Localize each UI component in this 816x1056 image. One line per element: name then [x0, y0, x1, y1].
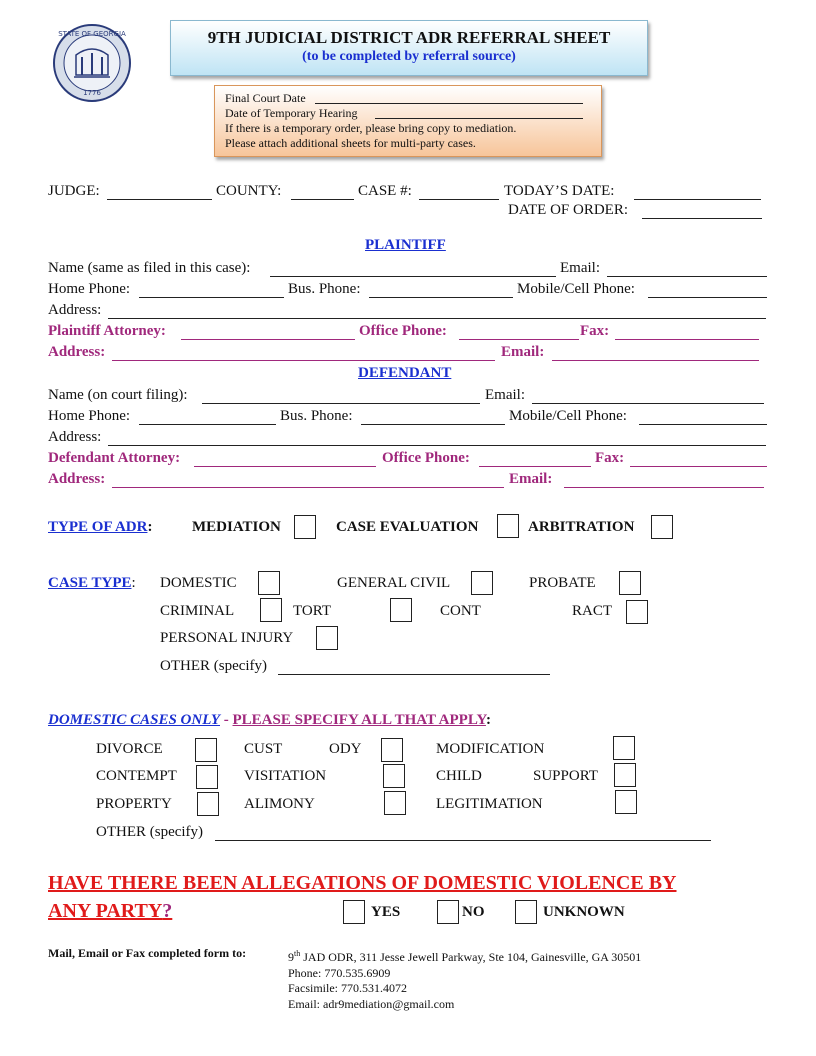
domestic-label: DOMESTIC [160, 575, 237, 591]
defendant-mobile-label: Mobile/Cell Phone: [509, 408, 627, 424]
final-court-date-label: Final Court Date [225, 91, 306, 105]
judge-field[interactable] [107, 199, 212, 200]
case-evaluation-label: CASE EVALUATION [336, 519, 479, 535]
case-type-label: CASE TYPE: [48, 575, 136, 591]
plaintiff-email-field[interactable] [607, 276, 767, 277]
plaintiff-attorney-address-field[interactable] [112, 360, 495, 361]
child-support-checkbox[interactable] [614, 763, 636, 787]
tort-label: TORT [293, 603, 331, 619]
plaintiff-attorney-address-label: Address: [48, 344, 106, 360]
defendant-home-phone-label: Home Phone: [48, 408, 131, 424]
defendant-home-phone-field[interactable] [139, 424, 276, 425]
violence-unknown-checkbox[interactable] [515, 900, 537, 924]
plaintiff-address-label: Address: [48, 302, 102, 318]
plaintiff-attorney-field[interactable] [181, 339, 355, 340]
criminal-checkbox[interactable] [260, 598, 282, 622]
office-facsimile: Facsimile: 770.531.4072 [288, 981, 407, 995]
plaintiff-mobile-label: Mobile/Cell Phone: [517, 281, 635, 297]
plaintiff-home-phone-field[interactable] [139, 297, 284, 298]
office-email[interactable]: Email: adr9mediation@gmail.com [288, 996, 455, 1011]
plaintiff-name-label: Name (same as filed in this case): [48, 260, 251, 276]
plaintiff-fax-field[interactable] [615, 339, 759, 340]
violence-question-line1: HAVE THERE BEEN ALLEGATIONS OF DOMESTIC VIOLENCE BY [48, 872, 677, 894]
notice-box [214, 85, 602, 157]
domestic-checkbox[interactable] [258, 571, 280, 595]
probate-checkbox[interactable] [619, 571, 641, 595]
violence-question-line2: ANY PARTY? [48, 900, 173, 922]
plaintiff-attorney-label: Plaintiff Attorney: [48, 323, 166, 339]
violence-no-label: NO [462, 904, 485, 920]
legitimation-label: LEGITIMATION [436, 796, 543, 812]
date-of-order-field[interactable] [642, 218, 762, 219]
plaintiff-email-label: Email: [560, 260, 600, 276]
contempt-checkbox[interactable] [196, 765, 218, 789]
multi-party-note: Please attach additional sheets for multi-party cases. [225, 136, 476, 150]
general-civil-label: GENERAL CIVIL [337, 575, 451, 591]
plaintiff-attorney-email-label: Email: [501, 344, 545, 360]
domestic-other-label: OTHER (specify) [96, 824, 204, 840]
plaintiff-office-phone-field[interactable] [459, 339, 579, 340]
defendant-mobile-field[interactable] [639, 424, 767, 425]
defendant-address-field[interactable] [108, 445, 766, 446]
office-phone: Phone: 770.535.6909 [288, 965, 391, 980]
plaintiff-fax-label: Fax: [580, 323, 610, 339]
divorce-checkbox[interactable] [195, 738, 217, 762]
plaintiff-mobile-field[interactable] [648, 297, 767, 298]
visitation-label: VISITATION [244, 768, 327, 784]
temp-order-note: If there is a temporary order, please bring copy to mediation. [225, 121, 517, 135]
georgia-state-seal [52, 23, 132, 103]
defendant-heading: DEFENDANT [358, 365, 452, 381]
contract-checkbox[interactable] [626, 600, 648, 624]
office-address: 9th JAD ODR, 311 Jesse Jewell Parkway, Ste 104, Gainesville, GA 30501 [288, 949, 642, 964]
probate-label: PROBATE [529, 575, 596, 591]
defendant-fax-field[interactable] [630, 466, 767, 467]
case-number-field[interactable] [419, 199, 499, 200]
form-title: 9TH JUDICIAL DISTRICT ADR REFERRAL SHEET [207, 28, 611, 47]
temp-hearing-field[interactable] [375, 118, 583, 119]
property-checkbox[interactable] [197, 792, 219, 816]
todays-date-field[interactable] [634, 199, 761, 200]
plaintiff-bus-phone-field[interactable] [369, 297, 513, 298]
contact-block [288, 946, 641, 1012]
ract-label: RACT [572, 603, 613, 619]
defendant-fax-label: Fax: [595, 450, 625, 466]
modification-label: MODIFICATION [436, 741, 545, 757]
mediation-label: MEDIATION [192, 519, 281, 535]
tort-checkbox[interactable] [390, 598, 412, 622]
defendant-attorney-address-label: Address: [48, 471, 106, 487]
defendant-bus-phone-field[interactable] [361, 424, 505, 425]
defendant-email-label: Email: [485, 387, 525, 403]
defendant-address-label: Address: [48, 429, 102, 445]
violence-yes-label: YES [371, 904, 401, 920]
violence-no-checkbox[interactable] [437, 900, 459, 924]
child-support-label-part1: CHILD [436, 768, 482, 784]
property-label: PROPERTY [96, 796, 172, 812]
arbitration-label: ARBITRATION [528, 519, 635, 535]
case-number-label: CASE #: [358, 183, 412, 199]
legitimation-checkbox[interactable] [615, 790, 637, 814]
defendant-attorney-field[interactable] [194, 466, 376, 467]
temp-hearing-label: Date of Temporary Hearing [225, 106, 358, 120]
defendant-attorney-email-field[interactable] [564, 487, 764, 488]
alimony-checkbox[interactable] [384, 791, 406, 815]
plaintiff-attorney-email-field[interactable] [552, 360, 759, 361]
criminal-label: CRIMINAL [160, 603, 235, 619]
violence-unknown-label: UNKNOWN [543, 904, 625, 920]
plaintiff-bus-phone-label: Bus. Phone: [288, 281, 361, 297]
plaintiff-home-phone-label: Home Phone: [48, 281, 131, 297]
defendant-email-field[interactable] [532, 403, 764, 404]
defendant-office-phone-field[interactable] [479, 466, 591, 467]
date-of-order-label: DATE OF ORDER: [508, 202, 629, 218]
contempt-label: CONTEMPT [96, 768, 177, 784]
mediation-checkbox[interactable] [294, 515, 316, 539]
divorce-label: DIVORCE [96, 741, 163, 757]
form-subtitle: (to be completed by referral source) [302, 49, 516, 64]
cont-label: CONT [440, 603, 481, 619]
custody-label-part1: CUST [244, 741, 283, 757]
case-type-other-field[interactable] [278, 674, 550, 675]
personal-injury-checkbox[interactable] [316, 626, 338, 650]
domestic-other-field[interactable] [215, 840, 711, 841]
defendant-bus-phone-label: Bus. Phone: [280, 408, 353, 424]
mail-instructions-label: Mail, Email or Fax completed form to: [48, 946, 247, 960]
judge-label: JUDGE: [48, 183, 100, 199]
plaintiff-office-phone-label: Office Phone: [359, 323, 447, 339]
plaintiff-heading: PLAINTIFF [365, 237, 446, 253]
custody-checkbox[interactable] [381, 738, 403, 762]
plaintiff-address-field[interactable] [108, 318, 766, 319]
svg-text:1776: 1776 [83, 89, 101, 97]
adr-type-label: TYPE OF ADR: [48, 519, 153, 535]
alimony-label: ALIMONY [244, 796, 315, 812]
case-evaluation-checkbox[interactable] [497, 514, 519, 538]
defendant-attorney-address-field[interactable] [112, 487, 504, 488]
defendant-name-label: Name (on court filing): [48, 387, 188, 403]
arbitration-checkbox[interactable] [651, 515, 673, 539]
domestic-cases-heading: DOMESTIC CASES ONLY - PLEASE SPECIFY ALL THAT APPLY: [48, 712, 491, 728]
plaintiff-name-field[interactable] [270, 276, 556, 277]
county-label: COUNTY: [216, 183, 282, 199]
general-civil-checkbox[interactable] [471, 571, 493, 595]
defendant-name-field[interactable] [202, 403, 480, 404]
defendant-attorney-label: Defendant Attorney: [48, 450, 181, 466]
violence-yes-checkbox[interactable] [343, 900, 365, 924]
title-box [170, 20, 648, 76]
todays-date-label: TODAY’S DATE: [504, 183, 615, 199]
case-type-other-label: OTHER (specify) [160, 658, 268, 674]
final-court-date-field[interactable] [315, 103, 583, 104]
custody-label-part2: ODY [329, 741, 362, 757]
modification-checkbox[interactable] [613, 736, 635, 760]
personal-injury-label: PERSONAL INJURY [160, 630, 294, 646]
defendant-office-phone-label: Office Phone: [382, 450, 470, 466]
visitation-checkbox[interactable] [383, 764, 405, 788]
defendant-attorney-email-label: Email: [509, 471, 553, 487]
svg-text:STATE OF GEORGIA: STATE OF GEORGIA [58, 30, 126, 38]
child-support-label-part2: SUPPORT [533, 768, 598, 784]
county-field[interactable] [291, 199, 354, 200]
